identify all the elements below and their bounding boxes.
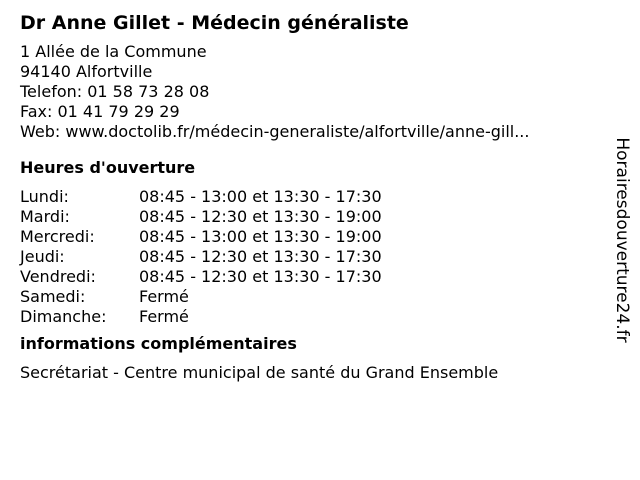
phone-number[interactable]: Telefon: 01 58 73 28 08 [20, 82, 210, 101]
hours-day: Lundi: [20, 187, 69, 206]
hours-row [20, 307, 610, 327]
listing-card [20, 10, 610, 383]
hours-time: 08:45 - 13:00 et 13:30 - 19:00 [139, 227, 382, 246]
site-watermark: Horairesdouverture24.fr [612, 137, 632, 343]
hours-day: Mardi: [20, 207, 70, 226]
opening-hours-heading: Heures d'ouverture [20, 158, 196, 177]
hours-time: 08:45 - 12:30 et 13:30 - 17:30 [139, 247, 382, 266]
hours-time: 08:45 - 12:30 et 13:30 - 19:00 [139, 207, 382, 226]
page-title: Dr Anne Gillet - Médecin généraliste [20, 12, 409, 34]
extra-info-heading: informations complémentaires [20, 334, 297, 353]
hours-row [20, 247, 610, 267]
hours-day: Vendredi: [20, 267, 96, 286]
hours-row [20, 207, 610, 227]
hours-time: Fermé [139, 307, 189, 326]
website-line[interactable] [20, 122, 610, 142]
hours-row [20, 187, 610, 207]
address-city: 94140 Alfortville [20, 62, 153, 81]
hours-time: 08:45 - 13:00 et 13:30 - 17:30 [139, 187, 382, 206]
hours-row [20, 227, 610, 247]
opening-hours-table [20, 187, 610, 327]
hours-time: Fermé [139, 287, 189, 306]
hours-day: Samedi: [20, 287, 86, 306]
hours-row [20, 287, 610, 307]
extra-info-text: Secrétariat - Centre municipal de santé du Grand Ensemble [20, 363, 499, 382]
hours-day: Mercredi: [20, 227, 95, 246]
hours-day: Dimanche: [20, 307, 107, 326]
address-street: 1 Allée de la Commune [20, 42, 207, 61]
hours-row [20, 267, 610, 287]
website-link[interactable]: Web: www.doctolib.fr/médecin-generaliste/alfortville/anne-gill... [20, 122, 530, 141]
hours-time: 08:45 - 12:30 et 13:30 - 17:30 [139, 267, 382, 286]
fax-number: Fax: 01 41 79 29 29 [20, 102, 180, 121]
hours-day: Jeudi: [20, 247, 65, 266]
contact-block [20, 42, 610, 142]
